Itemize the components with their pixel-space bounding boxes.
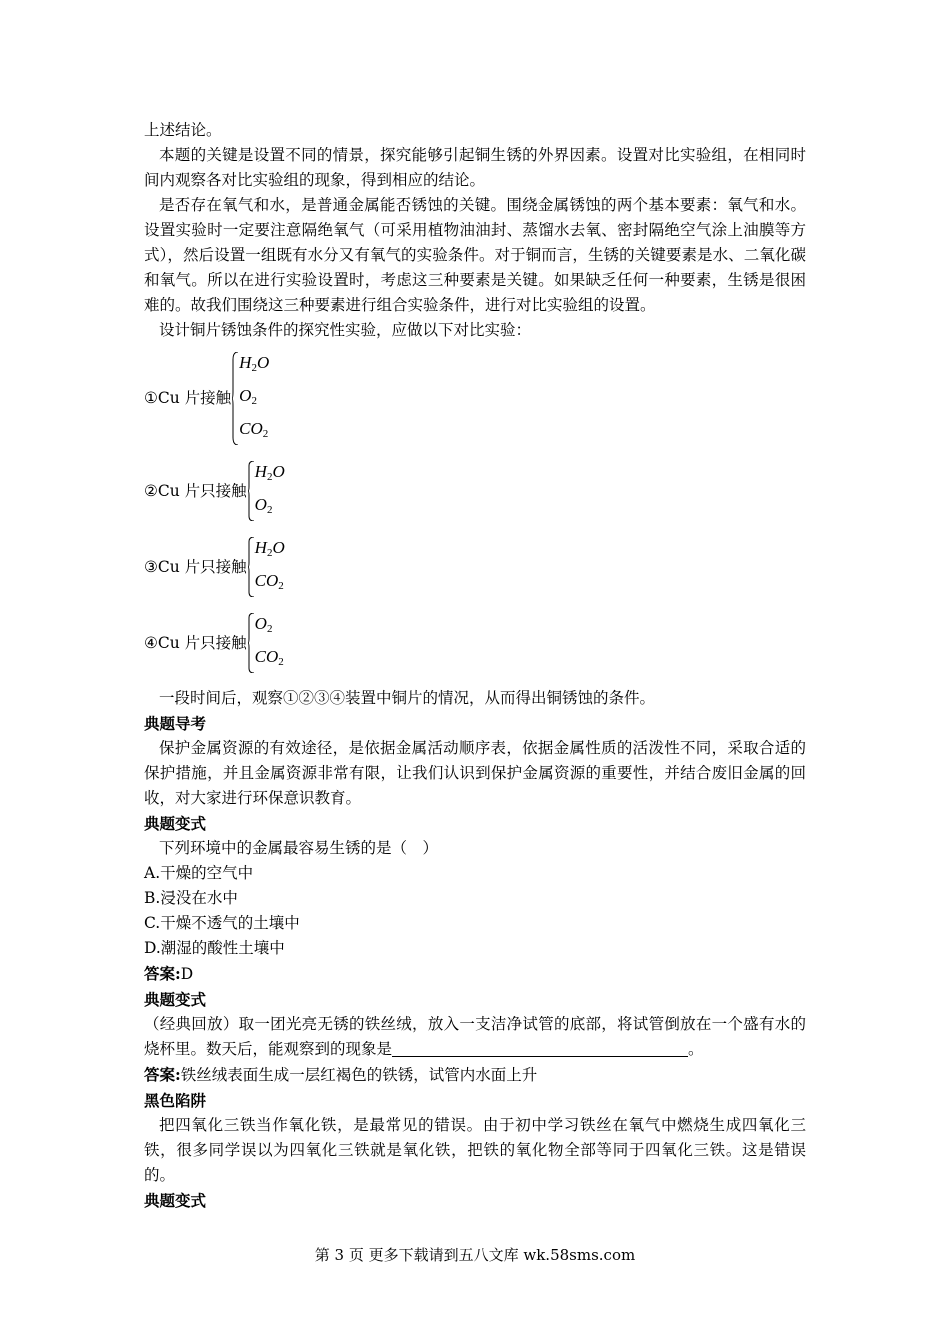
fill-in-blank xyxy=(392,1040,688,1057)
answer-line xyxy=(144,1062,806,1088)
formula-subscript: 2 xyxy=(278,580,284,592)
formula-subscript: 2 xyxy=(251,362,257,374)
formula-subscript: 2 xyxy=(266,504,273,516)
document-body xyxy=(144,118,806,1213)
answer-label: 答案: xyxy=(144,1065,181,1084)
paragraph-conclusion: 上述结论。 xyxy=(144,121,222,139)
answer-line xyxy=(144,961,806,987)
formula-main: CO xyxy=(239,419,263,438)
formula-main: H xyxy=(254,538,267,557)
option-b: B.浸没在水中 xyxy=(144,889,238,907)
formula-main: CO xyxy=(254,571,279,590)
left-brace-icon xyxy=(248,537,254,597)
formula-subscript: 2 xyxy=(266,471,273,483)
section-heading-bianshi: 典题变式 xyxy=(144,1191,207,1210)
option-c: C.干燥不透气的土壤中 xyxy=(144,914,300,932)
chemical-formula xyxy=(255,491,285,524)
section-heading-bianshi: 典题变式 xyxy=(144,990,207,1009)
experiment-row xyxy=(144,349,806,448)
page-footer: 第 3 页 更多下载请到五八文库 wk.58sms.com xyxy=(314,1246,636,1264)
option-d: D.潮湿的酸性土壤中 xyxy=(144,939,285,957)
experiment-row xyxy=(144,534,806,600)
left-brace-icon xyxy=(232,352,238,445)
chemical-formula xyxy=(239,415,269,448)
chemical-formula xyxy=(255,534,285,567)
formula-tail: O xyxy=(272,538,285,557)
condition-group xyxy=(248,458,285,524)
answer-value: D xyxy=(180,965,194,983)
formula-main: H xyxy=(254,462,267,481)
experiment-row xyxy=(144,610,806,676)
formula-main: CO xyxy=(254,647,279,666)
paragraph-trap: 把四氧化三铁当作氧化铁，是最常见的错误。由于初中学习铁丝在氧气中燃烧生成四氧化三铁，很多同学误以为四氧化三铁就是氧化铁，把铁的氧化物全部等同于四氧化三铁。这是错误的。 xyxy=(144,1116,806,1184)
section-heading-trap: 黑色陷阱 xyxy=(144,1091,207,1110)
formula-subscript: 2 xyxy=(266,623,273,635)
experiment-label: ③Cu 片只接触 xyxy=(144,557,247,576)
experiment-row xyxy=(144,458,806,524)
chemical-formula xyxy=(239,349,269,382)
formula-main: O xyxy=(254,614,267,633)
left-brace-icon xyxy=(248,461,254,521)
chemical-formula xyxy=(239,382,269,415)
paragraph-experiment-intro: 设计铜片锈蚀条件的探究性实验，应做以下对比实验： xyxy=(159,321,532,339)
condition-group xyxy=(232,349,269,448)
paragraph-observation: 一段时间后，观察①②③④装置中铜片的情况，从而得出铜锈蚀的条件。 xyxy=(159,689,656,707)
left-brace-icon xyxy=(248,613,254,673)
question-end: 。 xyxy=(688,1040,704,1058)
chemical-formula xyxy=(255,567,285,600)
experiment-label: ②Cu 片只接触 xyxy=(144,481,247,500)
formula-subscript: 2 xyxy=(251,395,257,407)
experiment-label: ④Cu 片只接触 xyxy=(144,633,247,652)
formula-main: O xyxy=(254,495,267,514)
paragraph-protection: 保护金属资源的有效途径，是依据金属活动顺序表，依据金属性质的活泼性不同，采取合适的保护措施，并且金属资源非常有限，让我们认识到保护金属资源的重要性，并结合废旧金属的回收，对大家进行环保意识教育。 xyxy=(144,739,806,807)
option-a: A.干燥的空气中 xyxy=(144,864,254,882)
formula-subscript: 2 xyxy=(278,656,284,668)
formula-subscript: 2 xyxy=(266,547,273,559)
chemical-formula xyxy=(255,643,284,676)
question-body: （经典回放）取一团光亮无锈的铁丝绒，放入一支洁净试管的底部，将试管倒放在一个盛有水的烧杯里。数天后，能观察到的现象是 xyxy=(144,1015,806,1058)
answer-label: 答案: xyxy=(144,964,181,983)
condition-group xyxy=(248,534,285,600)
condition-group xyxy=(248,610,284,676)
section-heading-daokao: 典题导考 xyxy=(144,714,207,733)
formula-tail: O xyxy=(256,353,270,372)
answer-options xyxy=(144,861,806,961)
formula-tail: O xyxy=(272,462,285,481)
chemical-formula xyxy=(255,458,285,491)
paragraph-corrosion-factors: 是否存在氧气和水，是普通金属能否锈蚀的关键。围绕金属锈蚀的两个基本要素：氧气和水。设置实验时一定要注意隔绝氧气（可采用植物油油封、蒸馏水去氧、密封隔绝空气涂上油膜等方式），然后设置一组既有水分又有氧气的实验条件。对于铜而言，生锈的关键要素是水、二氧化碳和氧气。所以在进行实验设置时，考虑这三种要素是关键。如果缺乏任何一种要素，生锈是很困难的。故我们围绕这三种要素进行组合实验条件，进行对比实验组的设置。 xyxy=(144,196,806,314)
formula-subscript: 2 xyxy=(262,428,269,440)
answer-value: 铁丝绒表面生成一层红褐色的铁锈，试管内水面上升 xyxy=(180,1066,538,1084)
question-text xyxy=(144,1012,806,1062)
chemical-formula xyxy=(255,610,284,643)
experiment-label: ①Cu 片接触 xyxy=(144,389,232,407)
formula-main: O xyxy=(239,386,252,405)
section-heading-bianshi: 典题变式 xyxy=(144,814,207,833)
experiment-list xyxy=(144,349,806,676)
formula-main: H xyxy=(239,353,252,372)
paragraph-key-point: 本题的关键是设置不同的情景，探究能够引起铜生锈的外界因素。设置对比实验组，在相同时间内观察各对比实验组的现象，得到相应的结论。 xyxy=(144,146,806,189)
question-text: 下列环境中的金属最容易生锈的是（ ） xyxy=(159,839,439,857)
